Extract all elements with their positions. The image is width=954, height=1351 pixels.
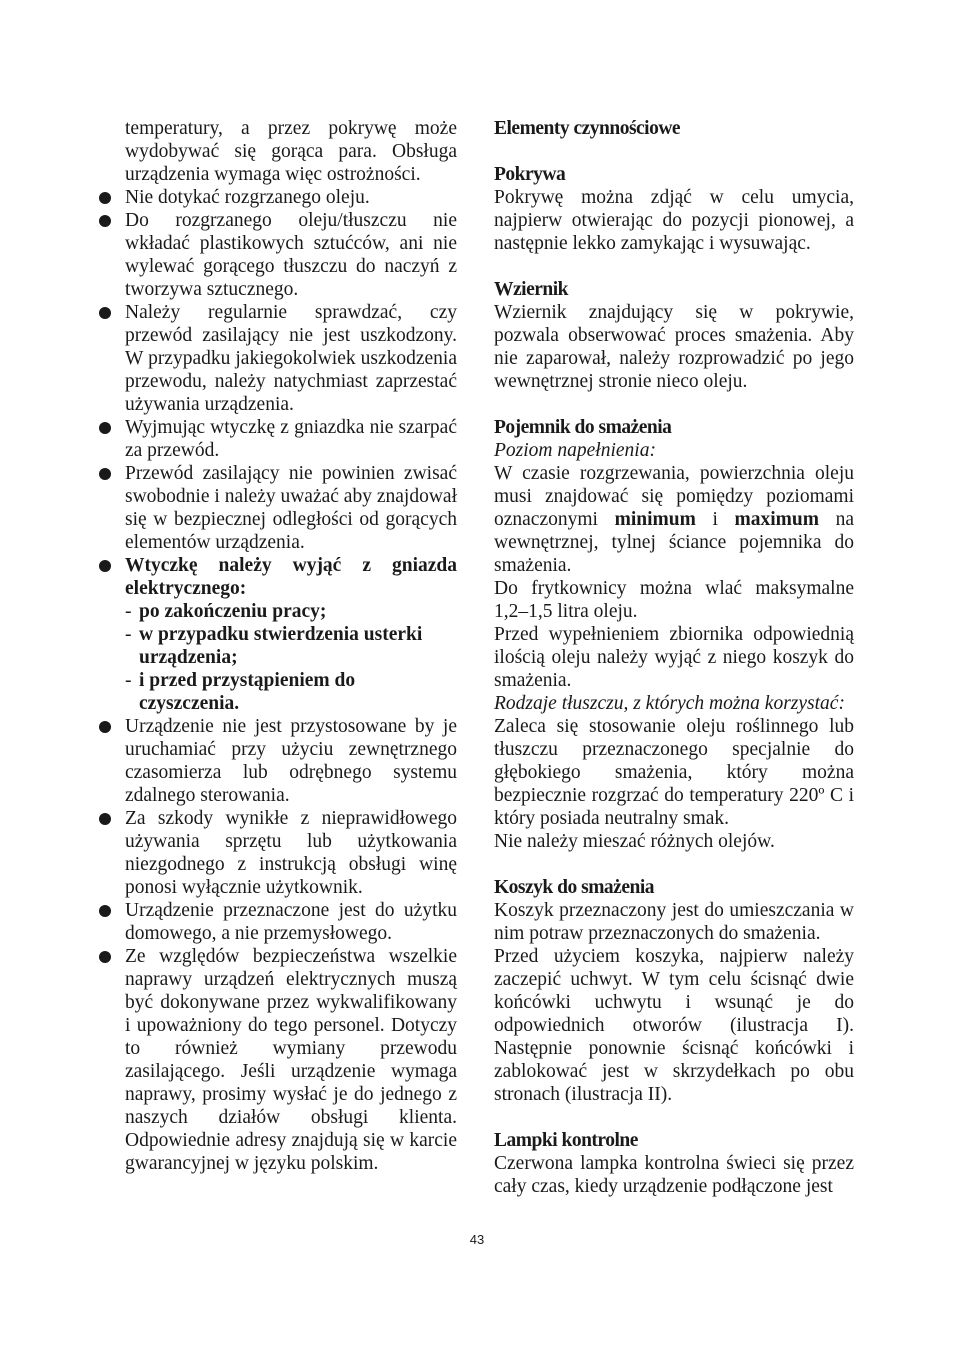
unplug-conditions [97,600,457,715]
list-item: Urządzenie przeznaczone jest do użytku domowego, a nie przemysłowego. [97,899,457,945]
list-item: Ze względów bezpieczeństwa wszelkie naprawy urządzeń elektrycznych muszą być dokonywane przez wykwalifikowany i upoważniony do tego personel. Dotyczy to również wymiany przewodu zasilającego. Jeśli urządzenie wymaga naprawy, prosimy wysłać je do jednego z naszych działów obsługi klienta. Odpowiednie adresy znajdują się w karcie gwarancyjnej w języku polskim. [97,945,457,1175]
list-item-unplug: Wtyczkę należy wyjąć z gniazda elektrycznego: [97,554,457,600]
dash-item: - i przed przystąpieniem do czyszczenia. [125,669,457,715]
list-item: Nie dotykać rozgrzanego oleju. [97,186,457,209]
fat-types-subheading: Rodzaje tłuszczu, z których można korzystać: [494,693,845,714]
basket-text: Koszyk przeznaczony jest do umieszczania w nim potraw przeznaczonych do smażenia. [494,900,854,944]
dash-item: - w przypadku stwierdzenia usterki urządzenia; [125,623,457,669]
list-item: Należy regularnie sprawdzać, czy przewód zasilający nie jest uszkodzony. W przypadku jakiegokolwiek uszkodzenia przewodu, należy natychmiast zaprzestać używania urządzenia. [97,301,457,416]
left-column [97,117,457,1175]
fill-level-text: W czasie rozgrzewania, powierzchnia oleju musi znajdować się pomiędzy poziomami oznaczonymi minimum i maximum na wewnętrznej, tylnej ściance pojemnika do smażenia. [494,463,854,576]
fat-recommendation-text: Zaleca się stosowanie oleju roślinnego lub tłuszczu przeznaczonego specjalnie do głębokiego smażenia, który można bezpiecznie rozgrzać do temperatury 220º C i który posiada neutralny smak. [494,716,854,829]
safety-list [97,186,457,600]
lamps-heading: Lampki kontrolne [494,1130,638,1151]
fill-level-subheading: Poziom napełnienia: [494,440,656,461]
intro-text: temperatury, a przez pokrywę może wydobywać się gorąca para. Obsługa urządzenia wymaga więc ostrożności. [125,118,457,185]
maximum-label: maximum [734,509,819,530]
window-heading: Wziernik [494,279,568,300]
lid-heading: Pokrywa [494,164,566,185]
list-item: Wyjmując wtyczkę z gniazdka nie szarpać za przewód. [97,416,457,462]
capacity-text: Do frytkownicy można wlać maksymalne 1,2–1,5 litra oleju. [494,578,854,622]
mixing-warning-text: Nie należy mieszać różnych olejów. [494,831,775,852]
list-item: Za szkody wynikłe z nieprawidłowego używania sprzętu lub użytkowania niezgodnego z instrukcją obsługi winę ponosi wyłącznie użytkownik. [97,807,457,899]
list-item: Urządzenie nie jest przystosowane by je uruchamiać przy użyciu zewnętrznego czasomierza lub odrębnego systemu zdalnego sterowania. [97,715,457,807]
basket-removal-text: Przed wypełnieniem zbiornika odpowiednią ilością oleju należy wyjąć z niego koszyk do smażenia. [494,624,854,691]
safety-list-continued [97,715,457,1175]
basket-handle-text: Przed użyciem koszyka, najpierw należy zaczepić uchwyt. W tym celu ścisnąć dwie końcówki uchwytu i wsunąć je do odpowiednich otworów (ilustracja I). Następnie ponownie ścisnąć końcówki i zablokować jest w skrzydełkach po obu stronach (ilustracja II). [494,946,854,1105]
minimum-label: minimum [614,509,696,530]
section-heading: Elementy czynnościowe [494,118,681,139]
container-heading: Pojemnik do smażenia [494,417,672,438]
window-text: Wziernik znajdujący się w pokrywie, pozwala obserwować proces smażenia. Aby nie zaparował, należy rozprowadzić po jego wewnętrznej stronie nieco oleju. [494,302,854,392]
right-column [494,117,854,1198]
lid-text: Pokrywę można zdjąć w celu umycia, najpierw otwierając do pozycji pionowej, a następnie lekko zamykając i wysuwając. [494,187,854,254]
dash-item: - po zakończeniu pracy; [125,600,457,623]
page-number: 43 [469,1232,485,1247]
lamps-text: Czerwona lampka kontrolna świeci się przez cały czas, kiedy urządzenie podłączone jest [494,1153,854,1197]
list-item: Przewód zasilający nie powinien zwisać swobodnie i należy uważać aby znajdował się w bezpiecznej odległości od gorących elementów urządzenia. [97,462,457,554]
list-item: Do rozgrzanego oleju/tłuszczu nie wkładać plastikowych sztućców, ani nie wylewać gorącego tłuszczu do naczyń z tworzywa sztucznego. [97,209,457,301]
basket-heading: Koszyk do smażenia [494,877,655,898]
